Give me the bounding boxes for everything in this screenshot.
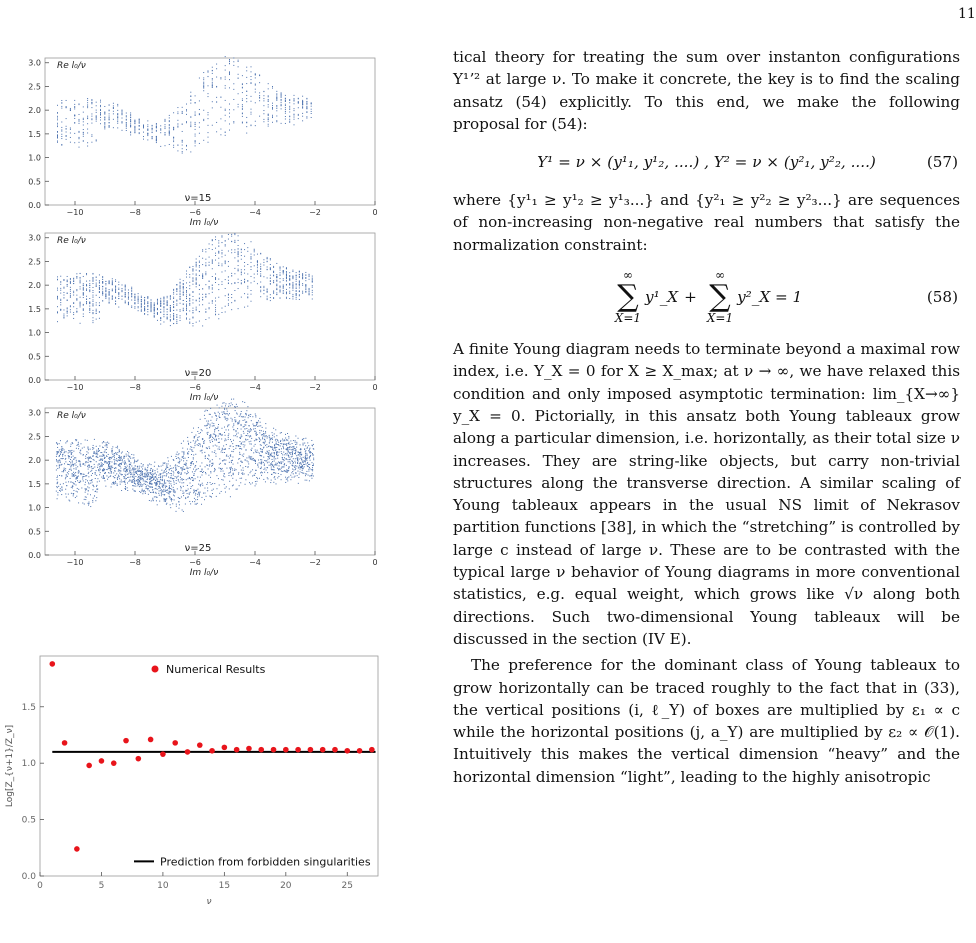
nu-label: ν=15 (184, 193, 212, 204)
paragraph-2: where {y¹₁ ≥ y¹₂ ≥ y¹₃...} and {y²₁ ≥ y²₂ ≥ y²₃...} are sequences of non-increasing non-negative real numbers that satisfy the normalization constraint: (453, 191, 960, 254)
data-point (197, 742, 203, 748)
data-point (148, 737, 154, 743)
y-tick-label: 1.0 (28, 153, 41, 163)
x-tick-label: 0 (37, 881, 43, 891)
data-point (123, 738, 129, 744)
scatter-plot-nu20 (0, 225, 390, 403)
y-tick-label: 1.5 (28, 129, 41, 139)
equation-57 (453, 135, 960, 189)
x-tick-label: 0 (372, 208, 378, 217)
y-tick-label: 3.0 (28, 408, 41, 418)
data-point (295, 747, 301, 753)
data-point (308, 747, 314, 753)
x-tick-label: −6 (189, 208, 201, 217)
nu-label: ν=25 (184, 543, 212, 554)
y-tick-label: 2.5 (28, 432, 41, 442)
scatter-plot-nu15 (0, 50, 390, 228)
y-tick-label: 1.0 (28, 503, 41, 513)
equation-57-body: Y¹ = ν × (y¹₁, y¹₂, ....) , Y² = ν × (y²₁, y²₂, ....) (537, 153, 876, 172)
x-axis-label: ν (206, 897, 212, 907)
y-tick-label: 2.0 (28, 106, 41, 116)
y-tick-label: 1.5 (28, 304, 41, 314)
equation-58: ∞ ∑ X=1 y¹_X + ∞ ∑ X=1 y²_X = 1 (58) (614, 268, 958, 326)
page-number: 11 (958, 6, 976, 22)
y-tick-label: 0.0 (21, 872, 36, 882)
y-tick-label: 0.5 (21, 815, 36, 826)
x-tick-label: −8 (129, 208, 141, 217)
x-tick-label: 10 (157, 881, 169, 891)
x-tick-label: −8 (129, 383, 141, 392)
data-point (234, 747, 240, 753)
y-axis-label: Log[Z_{ν+1}/Z_ν] (5, 724, 15, 808)
y-tick-label: 0.0 (28, 201, 41, 210)
data-point (136, 756, 142, 762)
y-tick-label: 0.5 (28, 527, 41, 537)
x-tick-label: −6 (189, 558, 201, 567)
data-point (49, 661, 55, 667)
y-tick-label: 0.0 (28, 376, 41, 385)
x-tick-label: −10 (66, 383, 84, 392)
plot-frame (45, 233, 375, 380)
legend-point-marker (152, 666, 159, 673)
y-tick-label: 1.0 (28, 328, 41, 338)
y-tick-label: 2.0 (28, 456, 41, 466)
x-tick-label: −2 (309, 208, 321, 217)
y-tick-label: 2.5 (28, 257, 41, 267)
data-point (172, 740, 178, 746)
paragraph-3: A finite Young diagram needs to terminate beyond a maximal row index, i.e. Y_X = 0 for X ≥ X_max; at ν → ∞, we have relaxed this condition and only imposed asymptotic termination: lim_{X→∞} y_X = 0. Pictorially, in this ansatz both Young tableaux grow along a particular dimension, i.e. horizontally, as their total size ν increases. They are string-like objects, but carry non-trivial structures along the transverse direction. A similar scaling of Young tableaux appears in the usual NS limit of Nekrasov partition functions [38], in which the “stretching” is controlled by large c instead of large ν. These are to be contrasted with the typical large ν behavior of Young diagrams in more conventional statistics, e.g. equal weight, which grows like √ν along both directions. Such two-dimensional Young tableaux will be discussed in the section (IV E). (453, 340, 960, 648)
data-point (74, 846, 80, 852)
y-tick-label: 1.0 (21, 759, 36, 770)
data-point (209, 748, 215, 754)
y-tick-label: 3.0 (28, 58, 41, 68)
data-point (369, 747, 375, 753)
x-tick-label: 15 (218, 881, 231, 891)
x-tick-label: −4 (249, 383, 261, 392)
ratio-chart (0, 650, 390, 920)
x-tick-label: 0 (372, 558, 378, 567)
data-point (185, 749, 191, 755)
x-tick-label: 0 (372, 383, 378, 392)
x-tick-label: −4 (249, 208, 261, 217)
x-tick-label: 5 (98, 881, 105, 891)
data-point (320, 747, 326, 753)
y-tick-label: 1.5 (28, 479, 41, 489)
sum-1-top: ∞ (622, 268, 633, 283)
y-tick-label: 0.5 (28, 177, 41, 187)
paragraph-1: tical theory for treating the sum over instanton configurations Y¹ʼ² at large ν. To make it concrete, the key is to find the scaling ansatz (54) explicitly. To this end, we make the following proposal for (54): (453, 48, 960, 133)
x-tick-label: −10 (66, 558, 84, 567)
legend-point-label: Numerical Results (166, 663, 266, 676)
x-axis-label: Im l₀/ν (189, 568, 219, 578)
data-point (62, 740, 68, 746)
x-tick-label: 20 (280, 881, 292, 891)
plot-frame (45, 408, 375, 555)
y-tick-label: 2.5 (28, 82, 41, 92)
point-cloud (56, 399, 314, 512)
y-axis-label: Re l₀/ν (57, 236, 86, 246)
data-point (246, 746, 252, 752)
legend-line-label: Prediction from forbidden singularities (160, 855, 371, 869)
equation-58-number: (58) (926, 287, 958, 306)
nu-label: ν=20 (184, 368, 212, 379)
y-tick-label: 1.5 (21, 702, 36, 713)
y-tick-label: 0.0 (28, 551, 41, 560)
sum-1-term: y¹_X (645, 287, 679, 306)
sum-2-term: y²_X = 1 (737, 287, 803, 306)
data-point (99, 758, 105, 764)
sum-1-bottom: X=1 (614, 311, 642, 326)
x-tick-label: −2 (309, 558, 321, 567)
data-point (271, 747, 277, 753)
x-tick-label: 25 (341, 881, 353, 891)
x-tick-label: −6 (189, 383, 201, 392)
data-point (332, 747, 338, 753)
point-cloud (57, 56, 312, 153)
x-axis-label: Im l₀/ν (189, 393, 219, 403)
sum-2-bottom: X=1 (706, 311, 734, 326)
data-point (258, 747, 264, 753)
data-point (344, 748, 350, 754)
y-axis-label: Re l₀/ν (57, 61, 86, 71)
scatter-plot-nu25 (0, 400, 390, 578)
paragraph-4: The preference for the dominant class of Young tableaux to grow horizontally can be traced roughly to the fact that in (33), the vertical positions (i, ℓ_Y) of boxes are multiplied by ε₁ ∝ c while the horizontal positions (j, a_Y) are multiplied by ε₂ ∝ 𝒪(1). Intuitively this makes the vertical dimension “heavy” and the horizontal dimension “light”, leading to the highly anisotropic (453, 656, 960, 786)
point-cloud (57, 233, 313, 326)
data-point (357, 748, 363, 754)
sum-2: ∞ ∑ X=1 (706, 268, 734, 326)
y-tick-label: 2.0 (28, 281, 41, 291)
x-tick-label: −4 (249, 558, 261, 567)
text-column (453, 46, 960, 788)
data-point (160, 751, 166, 757)
y-axis-label: Re l₀/ν (57, 411, 86, 421)
plot-frame (45, 58, 375, 205)
data-point (222, 745, 228, 751)
sum-1: ∞ ∑ X=1 (614, 268, 642, 326)
figure-column (0, 0, 390, 943)
sum-2-top: ∞ (714, 268, 725, 283)
data-point (283, 747, 289, 753)
x-axis-label: Im l₀/ν (189, 218, 219, 228)
data-point (86, 763, 92, 769)
data-point (111, 760, 117, 766)
x-tick-label: −10 (66, 208, 84, 217)
equation-57-number: (57) (926, 153, 958, 172)
x-tick-label: −8 (129, 558, 141, 567)
y-tick-label: 3.0 (28, 233, 41, 243)
y-tick-label: 0.5 (28, 352, 41, 362)
x-tick-label: −2 (309, 383, 321, 392)
